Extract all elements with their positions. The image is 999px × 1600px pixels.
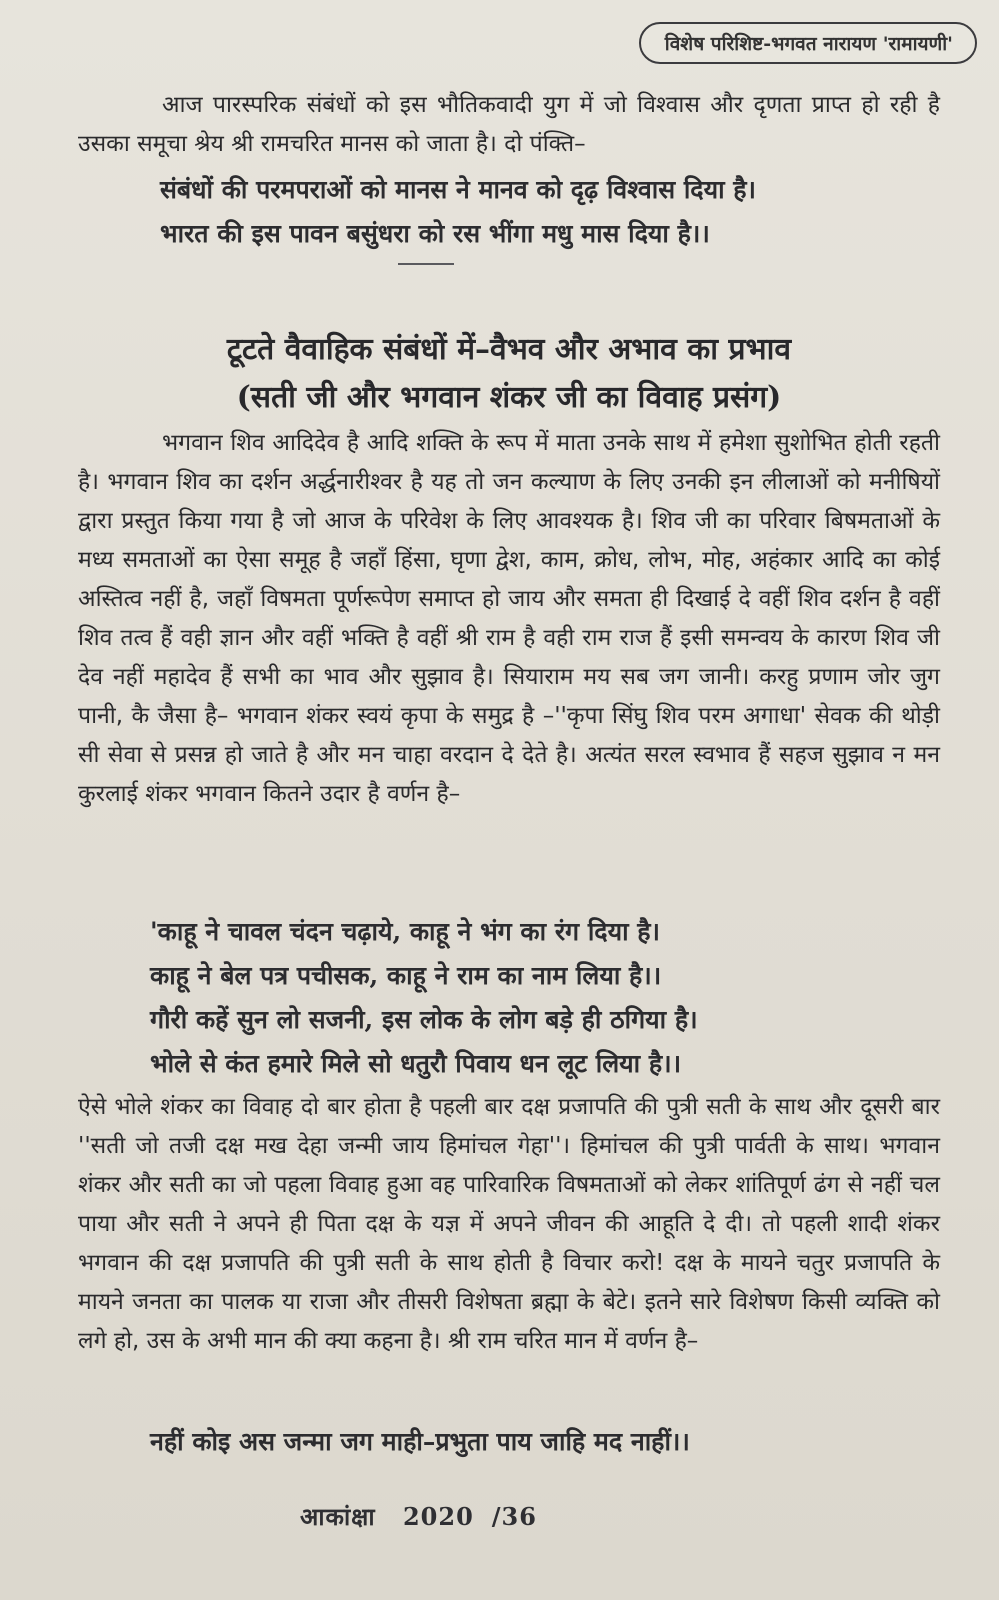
intro-couplet <box>160 168 960 256</box>
poem-line: भोले से कंत हमारे मिले सो धतुरौ पिवाय धन लूट लिया है।। <box>150 1049 682 1078</box>
intro-couplet-line: भारत की इस पावन बसुंधरा को रस भींगा मधु मास दिया है।। <box>160 219 710 248</box>
page-number: /36 <box>491 1502 537 1531</box>
intro-paragraph: आज पारस्परिक संबंधों को इस भौतिकवादी युग में जो विश्वास और दृणता प्राप्त हो रही है उसका समूचा श्रेय श्री रामचरित मानस को जाता है। दो पंक्ति– <box>78 92 940 157</box>
closing-verse-line: नहीं कोइ अस जन्मा जग माही–प्रभुता पाय जाहि मद नाहीं।। <box>150 1427 690 1456</box>
running-header: विशेष परिशिष्ट-भगवत नारायण 'रामायणी' <box>639 22 977 64</box>
poem-verse <box>150 910 950 1086</box>
intro-couplet-line: संबंधों की परमपराओं को मानस ने मानव को दृढ़ विश्वास दिया है। <box>160 175 756 204</box>
magazine-name: आकांक्षा <box>300 1502 376 1531</box>
article-title: टूटते वैवाहिक संबंधों में–वैभव और अभाव का प्रभाव <box>226 332 792 367</box>
article-subtitle: (सती जी और भगवान शंकर जी का विवाह प्रसंग) <box>236 380 782 415</box>
section-divider <box>398 263 454 265</box>
issue-year: 2020 <box>402 1502 474 1531</box>
poem-line: गौरी कहें सुन लो सजनी, इस लोक के लोग बड़े ही ठगिया है। <box>150 1005 698 1034</box>
page-footer <box>300 1500 555 1533</box>
poem-line: काहू ने बेल पत्र पचीसक, काहू ने राम का नाम लिया है।। <box>150 961 662 990</box>
closing-verse <box>150 1420 950 1464</box>
poem-line: 'काहू ने चावल चंदन चढ़ाये, काहू ने भंग का रंग दिया है। <box>150 917 660 946</box>
article-paragraph-1: भगवान शिव आदिदेव है आदि शक्ति के रूप में माता उनके साथ में हमेशा सुशोभित होती रहती है। भगवान शिव का दर्शन अर्द्धनारीश्वर है यह तो जन कल्याण के लिए उनकी इन लीलाओं को मनीषियों द्वारा प्रस्तुत किया गया है जो आज के परिवेश के लिए आवश्यक है। शिव जी का परिवार बिषमताओं के मध्य समताओं का ऐसा समूह है जहाँ हिंसा, घृणा द्वेश, काम, क्रोध, लोभ, मोह, अहंकार आदि का कोई अस्तित्व नहीं है, जहाँ विषमता पूर्णरूपेण समाप्त हो जाय और समता ही दिखाई दे वहीं शिव दर्शन है वहीं शिव तत्व हैं वही ज्ञान और वहीं भक्ति है वहीं श्री राम है वही राम राज हैं इसी समन्वय के कारण शिव जी देव नहीं महादेव हैं सभी का भाव और सुझाव है। सियाराम मय सब जग जानी। करहु प्रणाम जोर जुग पानी, कै जैसा है– भगवान शंकर स्वयं कृपा के समुद्र है –''कृपा सिंघु शिव परम अगाधा' सेवक की थोड़ी सी सेवा से प्रसन्न हो जाते है और मन चाहा वरदान दे देते है। अत्यंत सरल स्वभाव हैं सहज सुझाव न मन कुरलाई शंकर भगवान कितने उदार है वर्णन है– <box>78 430 940 807</box>
article-paragraph-2: ऐसे भोले शंकर का विवाह दो बार होता है पहली बार दक्ष प्रजापति की पुत्री सती के साथ और दूसरी बार ''सती जो तजी दक्ष मख देहा जन्मी जाय हिमांचल गेहा''। हिमांचल की पुत्री पार्वती के साथ। भगवान शंकर और सती का जो पहला विवाह हुआ वह पारिवारिक विषमताओं को लेकर शांतिपूर्ण ढंग से नहीं चल पाया और सती ने अपने ही पिता दक्ष के यज्ञ में अपने जीवन की आहूति दे दी। तो पहली शादी शंकर भगवान की दक्ष प्रजापति की पुत्री सती के साथ होती है विचार करो! दक्ष के मायने चतुर प्रजापति के मायने जनता का पालक या राजा और तीसरी विशेषता ब्रह्मा के बेटे। इतने सारे विशेषण किसी व्यक्ति को लगे हो, उस के अभी मान की क्या कहना है। श्री राम चरित मान में वर्णन है– <box>78 1094 940 1354</box>
